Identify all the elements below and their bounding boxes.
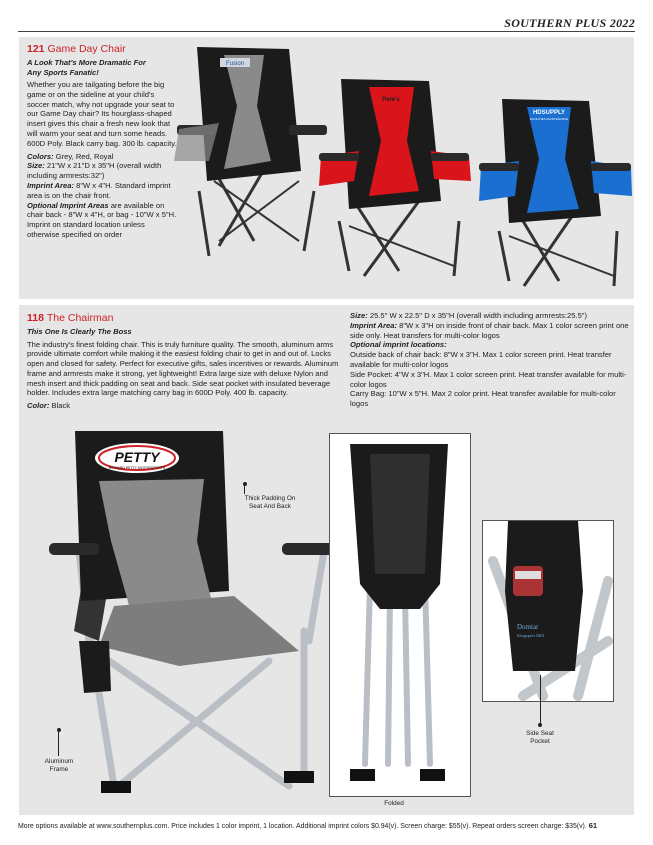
header-rule xyxy=(18,31,635,32)
blue-chair-image xyxy=(479,99,632,286)
imprint-value: 8"W x 4"H. Standard imprint area is on the chair front. xyxy=(27,180,171,200)
petty-logo-subtext: RICHARD PETTY MOTORSPORTS xyxy=(108,466,166,470)
petty-logo-text: PETTY xyxy=(114,449,160,465)
tagline-line-1: A Look That's More Dramatic For xyxy=(27,58,146,67)
product-118-tagline: This One Is Clearly The Boss xyxy=(27,327,132,336)
callout-text-1: Side Seat xyxy=(526,730,554,737)
optional-imprint-3: Carry Bag: 10"W x 5"H. Max 2 color print. Heat transfer available for multi-color logos xyxy=(350,389,616,409)
optional-value: are available on chair back - 8"W x 4"H, or bag - 10"W x 5"H. Imprint on standard location unless otherwise specified on order xyxy=(27,200,177,239)
callout-text-1: Aluminum xyxy=(44,758,74,765)
callout-text-2: Frame xyxy=(49,765,69,773)
pocket-logo-subtext: Kingsport Mill xyxy=(517,633,544,638)
product-118-imprint xyxy=(350,321,632,341)
footer-text: More options available at www.southernplus.com. Price includes 1 color imprint, 1 location. Additional imprint colors $0.94(v). Screen charge: $55(v). Repeat orders screen charge: $35(v). xyxy=(18,823,587,830)
thick-padding-callout xyxy=(233,495,307,510)
product-121-description: Whether you are tailgating before the big game or on the sideline at your child's soccer match, why not upgrade your seat to our Game Day chair? Its hourglass-shaped insert gives this chair a fresh new look that will warm your seat and turn some heads. 600D Poly. Black carry bag. 300 lb. capacity. xyxy=(27,80,177,148)
product-121-optional xyxy=(27,201,177,240)
callout-text-2: Seat And Back xyxy=(249,502,291,510)
colors-value: Grey, Red, Royal xyxy=(55,151,114,161)
chairman-chair-photo xyxy=(39,431,349,811)
folded-chair-frame xyxy=(329,433,471,797)
tagline-line-2: Any Sports Fanatic! xyxy=(27,67,99,77)
product-118-text-left xyxy=(27,312,347,411)
side-pocket-photo xyxy=(483,521,613,701)
size-value: 21"W x 21"D x 35"H (overall width including armrests:32") xyxy=(27,161,162,181)
product-118-panel xyxy=(19,305,634,815)
imprint-label: Imprint Area: xyxy=(350,320,397,330)
callout-line xyxy=(58,732,59,756)
side-pocket-frame xyxy=(482,520,614,702)
optional-imprint-2: Side Pocket: 4"W x 3"H. Max 1 color screen print. Heat transfer available for multi-color logos xyxy=(350,369,627,389)
product-118-size xyxy=(350,311,632,321)
red-chair-logo-text: Pete's xyxy=(382,97,400,103)
product-name: Game Day Chair xyxy=(47,43,126,55)
folded-chair-photo xyxy=(330,434,470,796)
side-pocket-callout xyxy=(515,730,565,745)
callout-text-2: Pocket xyxy=(530,737,550,745)
pocket-logo-text: Domtar xyxy=(517,623,539,631)
blue-chair-logo-subtext: FACILITIES MAINTENANCE xyxy=(529,117,569,121)
product-118-description: The industry's finest folding chair. This is truly furniture quality. The smooth, aluminum arms provide ultimate comfort while making it the easiest folding chair to get in and out of. Locks open and closed for safety. Perfect for executive gifts, sales incentives or rewards. Aluminum frame and armrests make it strong, yet lightweight! Extra large size with deluxe Nylon and mesh insert and thick padding on seat and back. Side seat pocket with insulated beverage holder. Includes extra large matching carry bag in 600D Poly. 400 lb. capacity. xyxy=(27,339,339,398)
product-121-title xyxy=(27,43,177,55)
color-value: Black xyxy=(51,401,71,411)
product-121-panel xyxy=(19,37,634,299)
product-118-color xyxy=(27,401,347,411)
size-label: Size: xyxy=(27,161,45,171)
aluminum-frame-callout xyxy=(39,758,79,773)
product-number: 121 xyxy=(27,43,45,55)
imprint-value: 8"W x 3"H on inside front of chair back. Max 1 color screen print one side only. Heat transfers for multi-color logos xyxy=(350,320,629,340)
product-121-text xyxy=(27,43,177,240)
callout-line xyxy=(540,675,541,725)
page-footer xyxy=(18,821,597,830)
red-chair-image xyxy=(319,79,471,276)
blue-chair-logo-text: HDSUPPLY xyxy=(532,110,566,116)
optional-imprint-1: Outside back of chair back: 8"W x 3"H. Max 1 color screen print. Heat transfer available for multi-color logos xyxy=(350,350,612,369)
product-121-colors xyxy=(27,152,177,162)
product-number: 118 xyxy=(27,312,44,324)
catalog-brand: SOUTHERN PLUS 2022 xyxy=(504,16,635,30)
optional-label: Optional Imprint Areas xyxy=(27,200,109,210)
callout-line xyxy=(244,486,245,494)
color-label: Color: xyxy=(27,401,50,411)
callout-dot xyxy=(538,723,542,727)
product-118-title xyxy=(27,312,347,324)
imprint-label: Imprint Area: xyxy=(27,180,74,190)
folded-callout: Folded xyxy=(384,800,404,807)
colors-label: Colors: xyxy=(27,151,54,161)
product-121-imprint xyxy=(27,181,177,201)
product-121-size xyxy=(27,161,177,181)
product-121-tagline xyxy=(27,58,177,77)
size-label: Size: xyxy=(350,311,368,320)
grey-chair-image xyxy=(174,47,327,256)
product-118-text-right xyxy=(350,311,632,409)
game-day-chairs-photo xyxy=(169,41,641,291)
optional-imprint-heading: Optional imprint locations: xyxy=(350,340,447,350)
size-value: 25.5" W x 22.5" D x 35"H (overall width including armrests:25.5") xyxy=(369,311,588,320)
product-name: The Chairman xyxy=(46,312,114,324)
page-number: 61 xyxy=(588,821,598,830)
grey-chair-logo-text: Fusion xyxy=(225,61,245,67)
callout-text-1: Thick Padding On xyxy=(244,495,296,502)
